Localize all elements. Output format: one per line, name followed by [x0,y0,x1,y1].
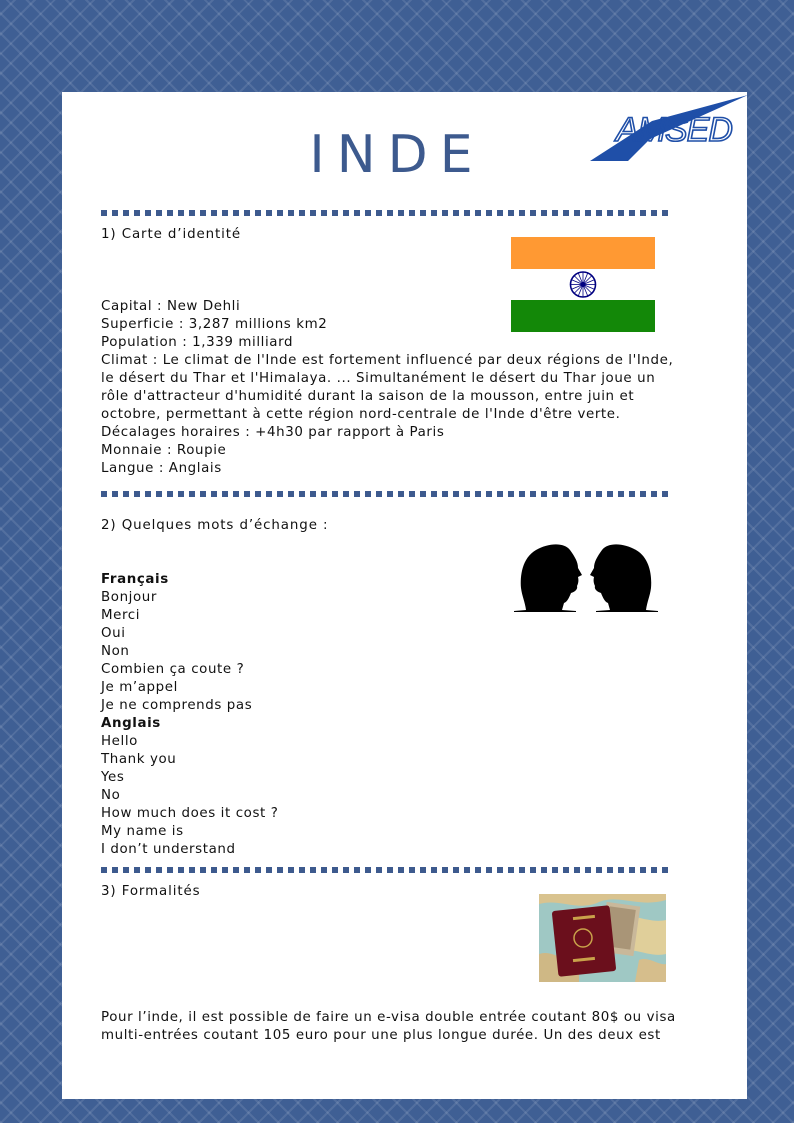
population-line: Population : 1,339 milliard [101,335,294,350]
word-item: Thank you [101,752,177,767]
area-line: Superficie : 3,287 millions km2 [101,317,328,332]
svg-text:AMSED: AMSED [616,111,732,149]
word-item: How much does it cost ? [101,806,279,821]
capital-line: Capital : New Dehli [101,299,241,314]
paragraph-line: multi-entrées coutant 105 euro pour une plus longue durée. Un des deux est [101,1028,661,1043]
section-3-heading: 3) Formalités [101,884,201,899]
french-label: Français [101,572,169,587]
word-item: I don’t understand [101,842,236,857]
page-title: INDE [309,125,485,185]
word-item: Non [101,644,130,659]
paragraph-line: Pour l’inde, il est possible de faire un e-visa double entrée coutant 80$ ou visa [101,1010,676,1025]
india-flag [511,237,655,332]
climate-line: le désert du Thar et l'Himalaya. ... Simultanément le désert du Thar joue un [101,371,656,386]
section-divider [101,867,669,873]
passport-on-map-image [539,894,666,982]
english-label: Anglais [101,716,161,731]
word-item: Merci [101,608,141,623]
word-item: Oui [101,626,126,641]
climate-line: Climat : Le climat de l'Inde est fortement influencé par deux régions de l'Inde, [101,353,674,368]
timezone-line: Décalages horaires : +4h30 par rapport à Paris [101,425,445,440]
language-line: Langue : Anglais [101,461,222,476]
word-item: Combien ça coute ? [101,662,245,677]
word-item: Hello [101,734,138,749]
section-1-heading: 1) Carte d’identité [101,227,242,242]
section-divider [101,210,669,216]
word-item: Je m’appel [101,680,178,695]
word-item: Yes [101,770,125,785]
section-2-heading: 2) Quelques mots d’échange : [101,518,329,533]
section-divider [101,491,669,497]
word-item: My name is [101,824,184,839]
amsed-logo [588,95,748,165]
climate-line: rôle d'attracteur d'humidité durant la saison de la mousson, entre juin et [101,389,635,404]
currency-line: Monnaie : Roupie [101,443,227,458]
silhouette-heads-image [512,540,660,614]
word-item: No [101,788,121,803]
word-item: Bonjour [101,590,157,605]
word-item: Je ne comprends pas [101,698,253,713]
climate-line: octobre, permettant à cette région nord-centrale de l'Inde d'être verte. [101,407,621,422]
